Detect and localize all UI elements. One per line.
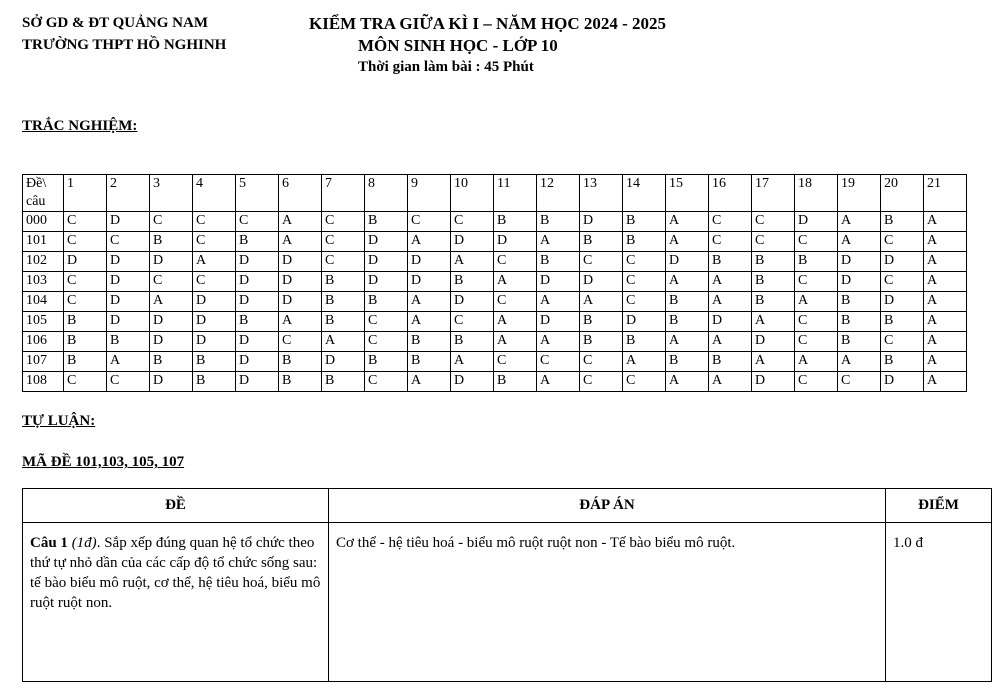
answer-cell: B [365,292,408,312]
answer-cell: C [709,212,752,232]
answer-cell: D [322,352,365,372]
answer-cell: C [64,212,107,232]
answer-cell: D [451,372,494,392]
answer-cell: C [795,272,838,292]
answer-cell: D [279,272,322,292]
answer-cell: B [623,212,666,232]
essay-section-title: TỰ LUẬN: [22,413,96,429]
answer-cell: A [279,232,322,252]
answer-cell: C [623,292,666,312]
answer-cell: B [623,332,666,352]
answer-key-row [23,272,967,292]
answer-cell: A [709,332,752,352]
answer-cell: D [537,312,580,332]
answer-cell: B [752,272,795,292]
answer-cell: C [322,212,365,232]
answer-cell: B [322,292,365,312]
answer-cell: C [709,232,752,252]
answer-cell: A [709,292,752,312]
answer-cell: D [623,312,666,332]
answer-cell: C [580,372,623,392]
answer-cell: B [838,312,881,332]
answer-cell: A [537,372,580,392]
answer-cell: C [322,232,365,252]
exam-code: 000 [23,212,64,232]
answer-cell: A [838,352,881,372]
answer-cell: B [193,372,236,392]
answer-cell: C [279,332,322,352]
answer-cell: C [193,232,236,252]
answer-cell: A [924,352,967,372]
answer-cell: D [881,252,924,272]
answer-cell: B [408,332,451,352]
exam-duration: Thời gian làm bài : 45 Phút [358,59,534,75]
exam-title: KIỂM TRA GIỮA KÌ I – NĂM HỌC 2024 - 2025 [309,14,667,33]
exam-code: 101 [23,232,64,252]
question-number: 20 [881,175,924,212]
answer-cell: C [795,312,838,332]
answer-cell: B [580,332,623,352]
answer-cell: A [795,292,838,312]
answer-cell: A [666,332,709,352]
answer-cell: A [279,312,322,332]
answer-cell: A [752,312,795,332]
question-number: 6 [279,175,322,212]
question-number: 12 [537,175,580,212]
essay-table [22,488,992,682]
answer-cell: B [193,352,236,372]
answer-cell: B [365,352,408,372]
answer-cell: C [408,212,451,232]
answer-cell: B [64,352,107,372]
answer-cell: A [666,212,709,232]
answer-cell: B [494,212,537,232]
exam-code: 106 [23,332,64,352]
question-number: 8 [365,175,408,212]
answer-cell: D [881,292,924,312]
answer-cell: A [494,312,537,332]
answer-cell: A [924,232,967,252]
answer-cell: C [881,272,924,292]
question-number: 19 [838,175,881,212]
exam-code: 104 [23,292,64,312]
answer-cell: C [365,332,408,352]
answer-cell: D [408,272,451,292]
answer-cell: B [881,352,924,372]
answer-cell: B [537,252,580,272]
answer-cell: D [236,352,279,372]
subject-title: MÔN SINH HỌC - LỚP 10 [358,36,558,55]
answer-key-table [22,174,967,392]
answer-cell: B [752,292,795,312]
answer-cell: A [838,212,881,232]
answer-cell: D [236,272,279,292]
answer-cell: D [236,252,279,272]
answer-cell: A [666,272,709,292]
exam-code: 105 [23,312,64,332]
question-number: 11 [494,175,537,212]
answer-cell: D [193,312,236,332]
answer-cell: A [709,272,752,292]
answer-cell: D [580,272,623,292]
answer-cell: B [150,232,193,252]
exam-code: 102 [23,252,64,272]
answer-cell: C [365,372,408,392]
question-number: 5 [236,175,279,212]
answer-cell: D [150,372,193,392]
answer-cell: A [666,232,709,252]
answer-cell: B [537,212,580,232]
exam-code: 107 [23,352,64,372]
answer-cell: C [580,252,623,272]
question-number: 15 [666,175,709,212]
question-text: . Sắp xếp đúng quan hệ tổ chức theo thứ tự nhỏ dần của các cấp độ tổ chức sống sau: tế bào biểu mô ruột, cơ thể, hệ tiêu hoá, biểu mô ruột ruột non. [30,535,321,611]
answer-cell: C [881,332,924,352]
answer-cell: B [107,332,150,352]
answer-key-row [23,352,967,372]
essay-row [23,523,992,682]
corner-label: Đề\ câu [23,175,64,212]
department-name: SỞ GD & ĐT QUẢNG NAM [22,15,208,31]
answer-cell: Cơ thể - hệ tiêu hoá - biểu mô ruột ruột non - Tế bào biểu mô ruột. [329,523,886,682]
answer-cell: D [193,292,236,312]
school-name: TRƯỜNG THPT HỒ NGHINH [22,37,227,53]
answer-cell: B [451,332,494,352]
answer-cell: A [494,332,537,352]
answer-cell: C [64,292,107,312]
answer-cell: A [537,292,580,312]
answer-cell: A [924,292,967,312]
answer-cell: B [666,352,709,372]
answer-cell: C [193,212,236,232]
answer-key-row [23,312,967,332]
answer-cell: A [107,352,150,372]
question-number: 1 [64,175,107,212]
answer-cell: D [752,372,795,392]
answer-cell: C [193,272,236,292]
answer-cell: D [365,272,408,292]
answer-cell: D [107,292,150,312]
answer-cell: D [752,332,795,352]
question-number: 3 [150,175,193,212]
answer-key-row [23,252,967,272]
answer-cell: B [494,372,537,392]
answer-cell: C [322,252,365,272]
answer-cell: D [795,212,838,232]
answer-cell: D [408,252,451,272]
answer-cell: A [924,272,967,292]
answer-cell: A [408,312,451,332]
question-points: (1đ) [71,535,97,551]
answer-cell: D [279,292,322,312]
answer-cell: A [752,352,795,372]
answer-cell: D [365,232,408,252]
answer-cell: C [236,212,279,232]
answer-cell: A [408,292,451,312]
answer-cell: C [64,272,107,292]
col-score-header: ĐIỂM [886,489,992,523]
answer-cell: A [924,332,967,352]
answer-cell: B [322,372,365,392]
answer-cell: D [537,272,580,292]
essay-code-title: MÃ ĐỀ 101,103, 105, 107 [22,454,185,470]
answer-cell: C [64,372,107,392]
answer-cell: D [838,272,881,292]
answer-cell: B [580,312,623,332]
score-cell: 1.0 đ [886,523,992,682]
answer-cell: A [924,252,967,272]
mcq-section-title: TRẮC NGHIỆM: [22,118,138,134]
question-number: 17 [752,175,795,212]
answer-cell: A [537,232,580,252]
answer-cell: D [107,312,150,332]
answer-key-row [23,232,967,252]
question-label: Câu 1 [30,535,68,551]
answer-cell: D [150,332,193,352]
answer-cell: B [881,312,924,332]
answer-cell: D [451,232,494,252]
answer-key-row [23,212,967,232]
question-number: 14 [623,175,666,212]
answer-cell: B [408,352,451,372]
answer-cell: D [236,372,279,392]
answer-cell: A [709,372,752,392]
exam-code: 108 [23,372,64,392]
answer-cell: C [752,232,795,252]
answer-cell: D [494,232,537,252]
answer-cell: B [838,292,881,312]
answer-cell: D [107,212,150,232]
answer-cell: B [64,332,107,352]
question-number: 2 [107,175,150,212]
answer-cell: A [623,352,666,372]
question-number: 4 [193,175,236,212]
col-question-header: ĐỀ [23,489,329,523]
answer-cell: B [236,312,279,332]
answer-cell: B [150,352,193,372]
answer-key-row [23,292,967,312]
answer-cell: B [795,252,838,272]
answer-cell: C [150,212,193,232]
answer-cell: C [623,372,666,392]
answer-cell: D [365,252,408,272]
answer-cell: C [494,352,537,372]
answer-cell: B [623,232,666,252]
answer-key-header-row [23,175,967,212]
answer-cell: C [107,232,150,252]
exam-code: 103 [23,272,64,292]
question-number: 16 [709,175,752,212]
answer-cell: C [580,352,623,372]
answer-cell: D [838,252,881,272]
answer-cell: B [580,232,623,252]
answer-cell: D [150,252,193,272]
answer-cell: B [838,332,881,352]
answer-cell: C [150,272,193,292]
question-number: 7 [322,175,365,212]
answer-cell: C [107,372,150,392]
question-number: 9 [408,175,451,212]
answer-cell: A [322,332,365,352]
answer-cell: B [279,352,322,372]
question-number: 21 [924,175,967,212]
answer-cell: B [236,232,279,252]
answer-cell: B [322,272,365,292]
essay-header-row [23,489,992,523]
answer-cell: A [924,372,967,392]
answer-cell: C [623,272,666,292]
answer-cell: A [666,372,709,392]
answer-cell: D [666,252,709,272]
answer-cell: A [924,212,967,232]
answer-cell: C [752,212,795,232]
answer-cell: B [752,252,795,272]
answer-cell: B [451,272,494,292]
answer-cell: D [107,252,150,272]
answer-cell: C [795,372,838,392]
answer-cell: C [451,212,494,232]
answer-cell: A [451,352,494,372]
answer-cell: A [279,212,322,232]
question-number: 18 [795,175,838,212]
answer-cell: C [494,292,537,312]
answer-cell: A [408,372,451,392]
answer-cell: D [150,312,193,332]
answer-cell: A [838,232,881,252]
answer-cell: B [709,252,752,272]
answer-cell: D [193,332,236,352]
answer-cell: A [451,252,494,272]
answer-cell: C [365,312,408,332]
answer-cell: C [64,232,107,252]
answer-cell: A [193,252,236,272]
answer-cell: C [838,372,881,392]
question-number: 10 [451,175,494,212]
answer-cell: B [279,372,322,392]
answer-cell: A [537,332,580,352]
answer-cell: D [279,252,322,272]
col-answer-header: ĐÁP ÁN [329,489,886,523]
answer-cell: A [150,292,193,312]
answer-key-row [23,372,967,392]
answer-cell: D [881,372,924,392]
answer-cell: B [64,312,107,332]
answer-cell: D [236,292,279,312]
answer-cell: A [494,272,537,292]
answer-cell: A [924,312,967,332]
answer-cell: B [666,292,709,312]
answer-cell: C [537,352,580,372]
answer-cell: D [580,212,623,232]
answer-cell: B [322,312,365,332]
answer-key-row [23,332,967,352]
answer-cell: C [795,332,838,352]
answer-cell: C [494,252,537,272]
answer-cell: B [666,312,709,332]
answer-cell: C [451,312,494,332]
question-number: 13 [580,175,623,212]
answer-cell: D [64,252,107,272]
answer-cell: C [623,252,666,272]
answer-cell: B [365,212,408,232]
answer-cell: A [408,232,451,252]
answer-cell: A [580,292,623,312]
answer-cell: D [451,292,494,312]
answer-cell: B [881,212,924,232]
answer-cell: B [709,352,752,372]
answer-cell: C [795,232,838,252]
question-cell [23,523,329,682]
answer-cell: A [795,352,838,372]
answer-cell: D [236,332,279,352]
answer-cell: D [107,272,150,292]
answer-cell: D [709,312,752,332]
answer-cell: C [881,232,924,252]
